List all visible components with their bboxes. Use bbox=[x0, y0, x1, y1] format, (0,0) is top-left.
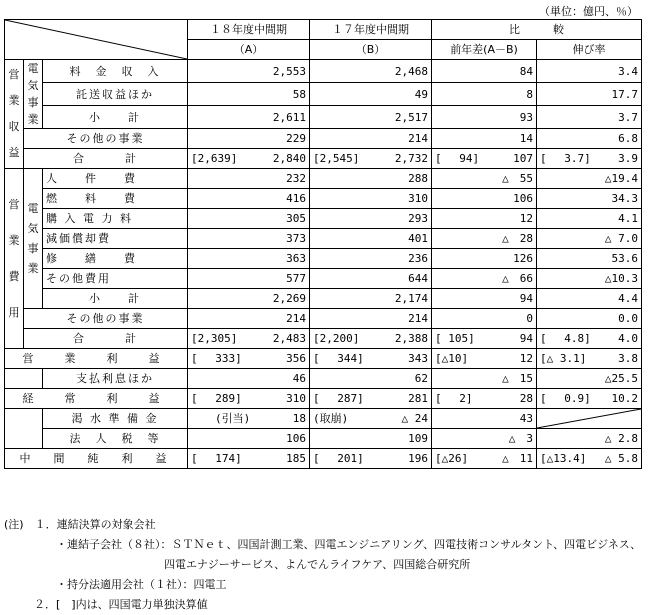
header-col-a-sub: （A） bbox=[188, 40, 310, 60]
row-label: 料 金 収 入 bbox=[43, 60, 188, 83]
row-rate: 3.7 bbox=[537, 106, 642, 129]
group-op-expense: 営業費用 bbox=[5, 169, 24, 349]
row-b: 644 bbox=[310, 269, 432, 289]
row-a: 232 bbox=[188, 169, 310, 189]
row-diff: 84 bbox=[432, 60, 537, 83]
note-line: ・持分法適用会社（１社）：四電工 bbox=[56, 578, 227, 591]
header-col-b-sub: （B） bbox=[310, 40, 432, 60]
row-a: 58 bbox=[188, 83, 310, 106]
row-a: 305 bbox=[188, 209, 310, 229]
row-a: 577 bbox=[188, 269, 310, 289]
row-rate: 53.6 bbox=[537, 249, 642, 269]
note-line: ・連結子会社（８社）：ＳＴＮｅｔ、四国計測工業、四電エンジニアリング、四電技術コンサルタント、四電ビジネス、 bbox=[56, 538, 642, 551]
row-rate: [ 4.8] 4.0 bbox=[537, 329, 642, 349]
row-a: 214 bbox=[188, 309, 310, 329]
note-line: ２．[ ]内は、四国電力単独決算値 bbox=[34, 598, 208, 611]
row-b: [2,545] 2,732 bbox=[310, 149, 432, 169]
row-rate: △ 7.0 bbox=[537, 229, 642, 249]
row-label: 人 件 費 bbox=[43, 169, 188, 189]
row-b: [2,200] 2,388 bbox=[310, 329, 432, 349]
row-label: 合 計 bbox=[24, 329, 188, 349]
row-diff: △ 15 bbox=[432, 369, 537, 389]
row-b: [ 201] 196 bbox=[310, 449, 432, 469]
row-b: [ 287] 281 bbox=[310, 389, 432, 409]
unit-label: （単位：億円、％） bbox=[539, 5, 638, 18]
row-label: 営 業 利 益 bbox=[5, 349, 188, 369]
row-label: その他費用 bbox=[43, 269, 188, 289]
header-growth: 伸び率 bbox=[537, 40, 642, 60]
note-line: 四電エナジーサービス、よんでんライフケア、四国総合研究所 bbox=[164, 558, 471, 571]
row-a: [2,305] 2,483 bbox=[188, 329, 310, 349]
row-b: 2,468 bbox=[310, 60, 432, 83]
row-rate: [△13.4] △ 5.8 bbox=[537, 449, 642, 469]
header-compare: 比 較 bbox=[432, 20, 642, 40]
row-diff: 12 bbox=[432, 209, 537, 229]
row-diff: 93 bbox=[432, 106, 537, 129]
row-rate: △19.4 bbox=[537, 169, 642, 189]
row-a: 363 bbox=[188, 249, 310, 269]
row-b: 214 bbox=[310, 129, 432, 149]
row-b: 310 bbox=[310, 189, 432, 209]
row-a: 2,611 bbox=[188, 106, 310, 129]
row-a: 2,553 bbox=[188, 60, 310, 83]
row-diff: △ 66 bbox=[432, 269, 537, 289]
row-diff: 126 bbox=[432, 249, 537, 269]
row-label: 減価償却費 bbox=[43, 229, 188, 249]
row-b: 288 bbox=[310, 169, 432, 189]
row-label: 燃 料 費 bbox=[43, 189, 188, 209]
row-label: 小 計 bbox=[43, 106, 188, 129]
row-diff: 94 bbox=[432, 289, 537, 309]
row-b: 109 bbox=[310, 429, 432, 449]
row-a: 229 bbox=[188, 129, 310, 149]
row-rate: △ 2.8 bbox=[537, 429, 642, 449]
row-diff: [ 2] 28 bbox=[432, 389, 537, 409]
row-label: 小 計 bbox=[43, 289, 188, 309]
row-label: 託送収益ほか bbox=[43, 83, 188, 106]
header-diff: 前年差(A－B) bbox=[432, 40, 537, 60]
row-a: [ 289] 310 bbox=[188, 389, 310, 409]
row-label: その他の事業 bbox=[24, 129, 188, 149]
financial-table bbox=[4, 19, 642, 469]
row-diff: [△26] △ 11 bbox=[432, 449, 537, 469]
row-diff: 8 bbox=[432, 83, 537, 106]
row-a: 416 bbox=[188, 189, 310, 209]
row-b: 214 bbox=[310, 309, 432, 329]
row-a: [ 333] 356 bbox=[188, 349, 310, 369]
row-label: 購 入 電 力 料 bbox=[43, 209, 188, 229]
row-label: 中 間 純 利 益 bbox=[5, 449, 188, 469]
row-rate: 3.4 bbox=[537, 60, 642, 83]
row-rate: △10.3 bbox=[537, 269, 642, 289]
row-b: 236 bbox=[310, 249, 432, 269]
row-diff: 106 bbox=[432, 189, 537, 209]
row-label: 渇 水 準 備 金 bbox=[43, 409, 188, 429]
row-b: (取崩) △ 24 bbox=[310, 409, 432, 429]
row-rate: [ 3.7] 3.9 bbox=[537, 149, 642, 169]
row-rate: [△ 3.1] 3.8 bbox=[537, 349, 642, 369]
row-diff: △ 28 bbox=[432, 229, 537, 249]
row-rate: 17.7 bbox=[537, 83, 642, 106]
row-a: [2,639] 2,840 bbox=[188, 149, 310, 169]
row-a: 373 bbox=[188, 229, 310, 249]
row-diff: [△10] 12 bbox=[432, 349, 537, 369]
row-a: [ 174] 185 bbox=[188, 449, 310, 469]
row-label: 合 計 bbox=[24, 149, 188, 169]
row-rate: 4.1 bbox=[537, 209, 642, 229]
row-b: 62 bbox=[310, 369, 432, 389]
row-rate: 0.0 bbox=[537, 309, 642, 329]
row-rate-empty bbox=[537, 409, 642, 429]
group-elec-business: 電気事業 bbox=[24, 60, 43, 129]
group-elec-business2: 電気事業 bbox=[24, 169, 43, 309]
row-label: 経 常 利 益 bbox=[5, 389, 188, 409]
row-diff: 43 bbox=[432, 409, 537, 429]
note-line: (注) １．連結決算の対象会社 bbox=[4, 518, 156, 531]
row-label: 法 人 税 等 bbox=[43, 429, 188, 449]
row-diff: [ 105] 94 bbox=[432, 329, 537, 349]
row-a: 2,269 bbox=[188, 289, 310, 309]
header-col-a-title: １８年度中間期 bbox=[188, 20, 310, 40]
row-b: 293 bbox=[310, 209, 432, 229]
row-rate: 34.3 bbox=[537, 189, 642, 209]
row-diff: [ 94] 107 bbox=[432, 149, 537, 169]
row-rate: 6.8 bbox=[537, 129, 642, 149]
row-rate: △25.5 bbox=[537, 369, 642, 389]
row-label: その他の事業 bbox=[24, 309, 188, 329]
row-b: 49 bbox=[310, 83, 432, 106]
row-diff: 14 bbox=[432, 129, 537, 149]
row-b: 2,174 bbox=[310, 289, 432, 309]
row-label: 修 繕 費 bbox=[43, 249, 188, 269]
row-b: 2,517 bbox=[310, 106, 432, 129]
row-a: 106 bbox=[188, 429, 310, 449]
row-a: 46 bbox=[188, 369, 310, 389]
header-corner bbox=[5, 20, 188, 60]
row-b: 401 bbox=[310, 229, 432, 249]
row-rate: [ 0.9] 10.2 bbox=[537, 389, 642, 409]
row-rate: 4.4 bbox=[537, 289, 642, 309]
row-diff: △ 55 bbox=[432, 169, 537, 189]
header-col-b-title: １７年度中間期 bbox=[310, 20, 432, 40]
indent-cell bbox=[5, 369, 43, 389]
group-op-revenue: 営業収益 bbox=[5, 60, 24, 169]
row-diff: △ 3 bbox=[432, 429, 537, 449]
row-a: (引当) 18 bbox=[188, 409, 310, 429]
row-b: [ 344] 343 bbox=[310, 349, 432, 369]
footnotes bbox=[4, 515, 641, 615]
row-label: 支払利息ほか bbox=[43, 369, 188, 389]
row-diff: 0 bbox=[432, 309, 537, 329]
indent-cell bbox=[5, 409, 43, 449]
